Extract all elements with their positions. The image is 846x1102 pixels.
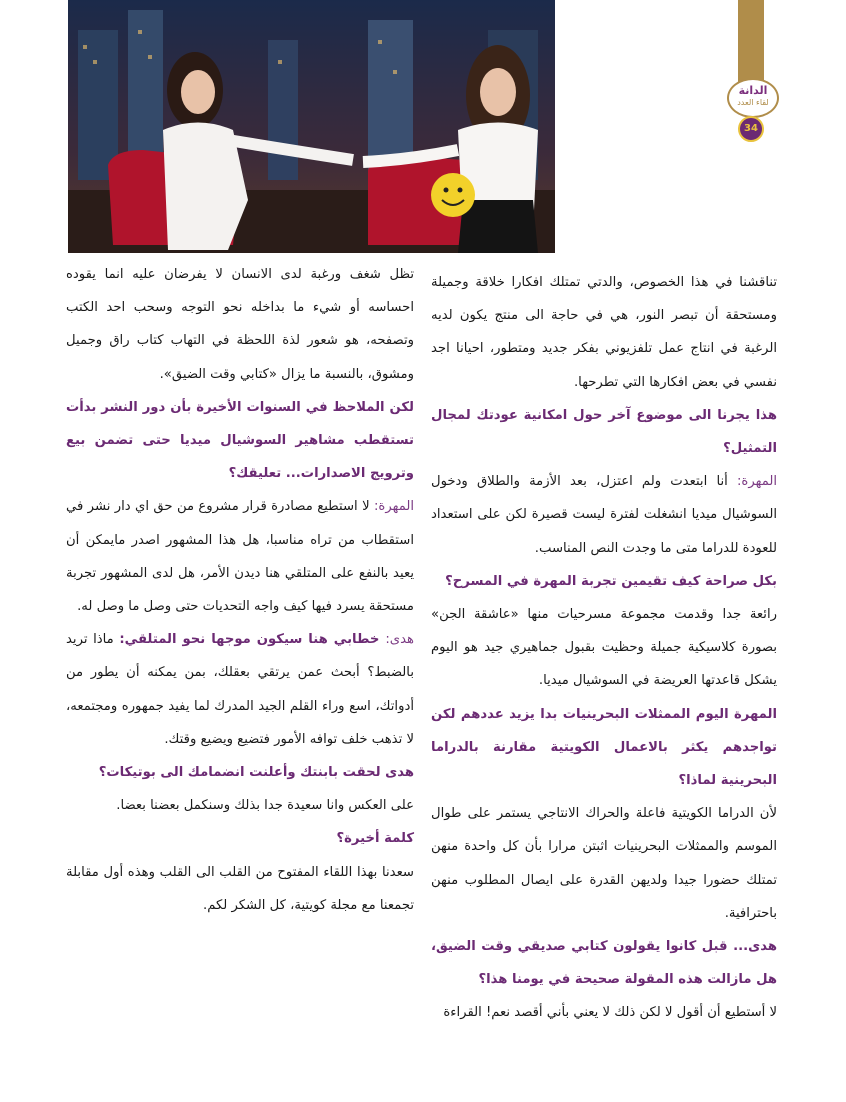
- body-paragraph: تناقشنا في هذا الخصوص، والدتي تمتلك افكارا خلاقة وجميلة ومستحقة أن تبصر النور، هي في حاجة الى منتج يكون لديه الرغبة في انتاج عمل تلفزيوني بفكر جديد ومتطور، احيانا اجد نفسي في بعض افكارها التي تطرحها.: [431, 275, 777, 390]
- speaker-label: المهرة:: [373, 499, 414, 515]
- question-paragraph: هدى لحقت بابنتك وأعلنت انضمامك الى بوتيكات؟: [98, 765, 414, 781]
- question-answer-paragraph: [66, 623, 414, 756]
- answer-text: لا استطيع مصادرة قرار مشروع من حق اي دار نشر في استقطاب من تراه مناسبا، هل هذا المشهور اصدر مايمكن أن يعيد بالنفع على المتلقي هنا ديدن الأمر، هل لدى المشهور تجربة مستحقة يسرد فيها كيف واجه التحديات حتى وصل ما وصل له.: [66, 499, 414, 615]
- left-column: [66, 258, 414, 922]
- page-ribbon: [738, 0, 764, 82]
- question-paragraph: كلمة أخيرة؟: [336, 831, 414, 847]
- body-paragraph: رائعة جدا وقدمت مجموعة مسرحيات منها «عاشقة الجن» بصورة كلاسيكية جميلة وحظيت بقبول جماهيري جيد هو اليوم يشكل قاعدتها العريضة في السوشيال ميديا.: [431, 607, 777, 689]
- interview-photo-icon: [68, 0, 555, 253]
- body-paragraph: سعدنا بهذا اللقاء المفتوح من القلب الى القلب وهذه أول مقابلة تجمعنا مع مجلة كويتية، كل الشكر لكم.: [66, 864, 414, 913]
- body-paragraph: لأن الدراما الكويتية فاعلة والحراك الانتاجي يستمر على طوال الموسم والممثلات البحرينيات اثبتن مرارا بأن كل واحدة منهن تمتلك حضورا جيدا ولديهن القدرة على ايصال المطلوب منهن باحترافية.: [431, 806, 777, 921]
- speaker-label: هدى:: [385, 632, 414, 648]
- answer-text: ماذا تريد بالضبط؟ أبحث عمن يرتقي بعقلك، بمن يمكنه أن يطور من أدواتك، اسع وراء القلم الجيد المدرك لما يفيد جمهوره ومجتمعه، لا تذهب خلف توافه الأمور فتضيع ويضيع وقتك.: [66, 632, 414, 747]
- question-paragraph: هذا يجرنا الى موضوع آخر حول امكانية عودتك لمجال التمثيل؟: [431, 407, 777, 457]
- body-paragraph: لا أستطيع أن أقول لا لكن ذلك لا يعني بأني أقصد نعم! القراءة: [443, 1005, 777, 1021]
- body-paragraph: تظل شغف ورغبة لدى الانسان لا يفرضان عليه انما يقوده احساسه أو شيء ما بداخله نحو التوجه وسحب احد الكتب وتصفحه، هو شعور لذة اللحظة في التهاب كتاب راق وجميل ومشوق، بالنسبة ما يزال «كتابي وقت الضيق».: [66, 267, 414, 382]
- magazine-badge: [727, 78, 779, 118]
- question-text: خطابي هنا سيكون موجها نحو المتلقي:: [119, 632, 386, 648]
- answer-paragraph: [431, 465, 777, 565]
- answer-text: أنا ابتعدت ولم اعتزل، بعد الأزمة والطلاق ودخول السوشيال ميديا انشغلت لفترة ليست قصيرة لكن على استعداد للعودة للدراما متى ما وجدت النص المناسب.: [431, 474, 777, 556]
- answer-paragraph: [66, 490, 414, 623]
- interview-photo: [68, 0, 555, 253]
- right-column: [431, 266, 777, 1030]
- body-paragraph: على العكس وانا سعيدة جدا بذلك وسنكمل بعضنا بعضا.: [116, 798, 414, 814]
- question-paragraph: لكن الملاحظ في السنوات الأخيرة بأن دور النشر بدأت تستقطب مشاهير السوشيال ميديا حتى تضمن بيع وترويج الاصدارات... تعليقك؟: [66, 399, 414, 482]
- question-paragraph: بكل صراحة كيف تقيمين تجربة المهرة في المسرح؟: [445, 573, 777, 589]
- question-paragraph: المهرة اليوم الممثلات البحرينيات بدا يزيد عددهم لكن تواجدهم يكثر بالاعمال الكويتية مقارنة بالدراما البحرينية لماذا؟: [431, 706, 777, 789]
- section-label: لقاء العدد: [737, 98, 769, 107]
- speaker-label: المهرة:: [736, 474, 777, 490]
- question-paragraph: هدى... قبل كانوا يقولون كتابي صديقي وقت الضيق، هل مازالت هذه المقولة صحيحة في يومنا هذا؟: [431, 939, 777, 988]
- magazine-logo: الدانة: [738, 84, 768, 97]
- page-number: 34: [738, 116, 764, 142]
